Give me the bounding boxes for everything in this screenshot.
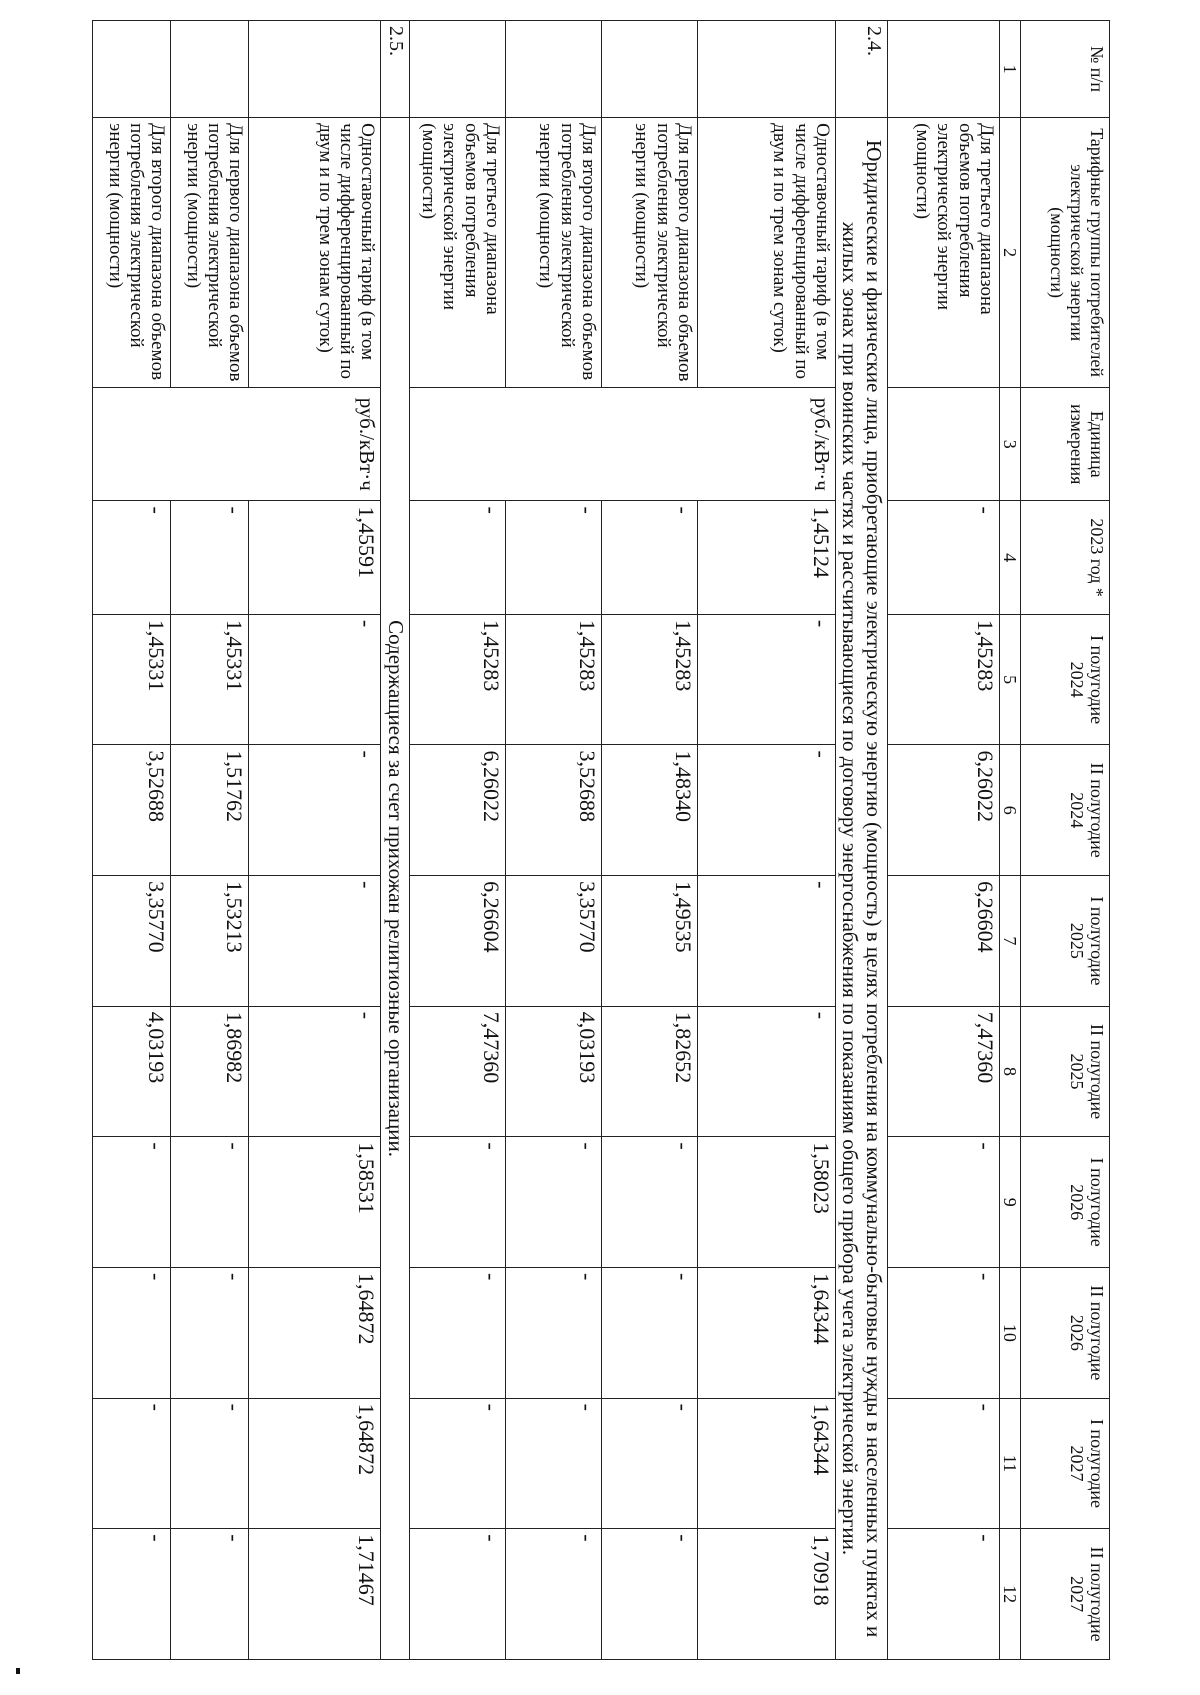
- value-cell: -: [505, 1137, 601, 1268]
- value-cell: 1,58023: [697, 1137, 835, 1268]
- value-cell: 1,49535: [601, 876, 697, 1007]
- column-number-row: [999, 21, 1020, 1660]
- col-number: 2: [999, 118, 1020, 388]
- value-cell: -: [505, 1529, 601, 1660]
- table-row: [93, 21, 171, 1660]
- header-row: [1021, 21, 1110, 1660]
- value-cell: -: [505, 1398, 601, 1529]
- value-cell: -: [505, 1268, 601, 1399]
- value-cell: 1,82652: [601, 1006, 697, 1137]
- value-cell: -: [409, 1137, 505, 1268]
- value-cell: 3,35770: [93, 876, 171, 1007]
- row-unit-empty: [887, 388, 999, 501]
- value-cell: -: [249, 876, 381, 1007]
- value-cell: -: [409, 501, 505, 614]
- row-num-empty: [249, 21, 381, 118]
- value-cell: -: [171, 1529, 249, 1660]
- value-cell: 1,45331: [93, 614, 171, 745]
- value-cell: 3,35770: [505, 876, 601, 1007]
- value-cell: -: [697, 745, 835, 876]
- value-cell: 1,64872: [249, 1268, 381, 1399]
- value-cell: 6,26604: [409, 876, 505, 1007]
- col-number: 5: [999, 614, 1020, 745]
- col-number: 8: [999, 1006, 1020, 1137]
- col-number: 9: [999, 1137, 1020, 1268]
- value-cell: -: [505, 501, 601, 614]
- section-row: [381, 21, 410, 1660]
- row-label: Для третьего диапазона объемов потребления электрической энергии (мощности): [409, 118, 505, 388]
- section-number: 2.4.: [835, 21, 887, 118]
- value-cell: 1,71467: [249, 1529, 381, 1660]
- col-number: 1: [999, 21, 1020, 118]
- row-num-empty: [697, 21, 835, 118]
- header-2024-2: II полугодие 2024: [1021, 745, 1110, 876]
- unit-cell: руб./кВт·ч: [93, 388, 381, 501]
- unit-cell: руб./кВт·ч: [409, 388, 835, 501]
- value-cell: 1,45283: [601, 614, 697, 745]
- value-cell: 6,26022: [887, 745, 999, 876]
- row-label: Для третьего диапазона объемов потребления электрической энергии (мощности): [887, 118, 999, 388]
- value-cell: 7,47360: [887, 1006, 999, 1137]
- value-cell: -: [93, 1398, 171, 1529]
- row-label: Для первого диапазона объемов потребления электрической энергии (мощности): [601, 118, 697, 388]
- section-row: [835, 21, 887, 1660]
- value-cell: 1,45331: [171, 614, 249, 745]
- table-row: [505, 21, 601, 1660]
- header-2025-2: II полугодие 2025: [1021, 1006, 1110, 1137]
- header-num: № п/п: [1021, 21, 1110, 118]
- row-label: Одноставочный тариф (в том числе дифференцированный по двум и по трем зонам суток): [249, 118, 381, 388]
- value-cell: 1,53213: [171, 876, 249, 1007]
- value-cell: -: [887, 1137, 999, 1268]
- row-num-empty: [887, 21, 999, 118]
- value-cell: -: [249, 614, 381, 745]
- table-row: [887, 21, 999, 1660]
- value-cell: 1,45283: [409, 614, 505, 745]
- value-cell: 4,03193: [93, 1006, 171, 1137]
- value-cell: 1,64344: [697, 1398, 835, 1529]
- value-cell: 1,45283: [505, 614, 601, 745]
- table-row: [697, 21, 835, 1660]
- row-label: Для первого диапазона объемов потребления электрической энергии (мощности): [171, 118, 249, 388]
- value-cell: -: [409, 1268, 505, 1399]
- value-cell: -: [93, 1529, 171, 1660]
- value-cell: -: [601, 1137, 697, 1268]
- value-cell: -: [409, 1529, 505, 1660]
- value-cell: 3,52688: [93, 745, 171, 876]
- value-cell: -: [249, 745, 381, 876]
- row-num-empty: [171, 21, 249, 118]
- value-cell: 1,64344: [697, 1268, 835, 1399]
- col-number: 7: [999, 876, 1020, 1007]
- section-number: 2.5.: [381, 21, 410, 118]
- row-num-empty: [601, 21, 697, 118]
- value-cell: 1,45283: [887, 614, 999, 745]
- value-cell: -: [171, 1268, 249, 1399]
- col-number: 6: [999, 745, 1020, 876]
- col-number: 3: [999, 388, 1020, 501]
- header-2027-1: I полугодие 2027: [1021, 1398, 1110, 1529]
- row-label: Для второго диапазона объемов потребления электрической энергии (мощности): [505, 118, 601, 388]
- value-cell: 1,48340: [601, 745, 697, 876]
- header-unit: Единица измерения: [1021, 388, 1110, 501]
- value-cell: -: [93, 1137, 171, 1268]
- col-number: 10: [999, 1268, 1020, 1399]
- value-cell: -: [171, 501, 249, 614]
- value-cell: 6,26022: [409, 745, 505, 876]
- table-row: [409, 21, 505, 1660]
- col-number: 11: [999, 1398, 1020, 1529]
- value-cell: 1,64872: [249, 1398, 381, 1529]
- row-label: Одноставочный тариф (в том числе дифференцированный по двум и по трем зонам суток): [697, 118, 835, 388]
- value-cell: -: [601, 1529, 697, 1660]
- value-cell: 4,03193: [505, 1006, 601, 1137]
- value-cell: -: [887, 1398, 999, 1529]
- header-2023: 2023 год *: [1021, 501, 1110, 614]
- value-cell: 6,26604: [887, 876, 999, 1007]
- row-num-empty: [93, 21, 171, 118]
- value-cell: -: [887, 1529, 999, 1660]
- row-num-empty: [409, 21, 505, 118]
- header-group: Тарифные группы потребителей электрической энергии (мощности): [1021, 118, 1110, 388]
- value-cell: -: [93, 1268, 171, 1399]
- header-2027-2: II полугодие 2027: [1021, 1529, 1110, 1660]
- value-cell: -: [93, 501, 171, 614]
- header-2024-1: I полугодие 2024: [1021, 614, 1110, 745]
- value-cell: -: [601, 501, 697, 614]
- header-2026-1: I полугодие 2026: [1021, 1137, 1110, 1268]
- value-cell: -: [171, 1398, 249, 1529]
- table-row: [601, 21, 697, 1660]
- col-number: 12: [999, 1529, 1020, 1660]
- value-cell: 1,58531: [249, 1137, 381, 1268]
- col-number: 4: [999, 501, 1020, 614]
- value-cell: -: [697, 1006, 835, 1137]
- value-cell: 1,70918: [697, 1529, 835, 1660]
- header-2026-2: II полугодие 2026: [1021, 1268, 1110, 1399]
- scan-mark: [16, 1668, 20, 1674]
- table-row: [249, 21, 381, 1660]
- table-row: [171, 21, 249, 1660]
- section-title: Содержащиеся за счет прихожан религиозные организации.: [381, 118, 410, 1660]
- value-cell: 1,86982: [171, 1006, 249, 1137]
- header-2025-1: I полугодие 2025: [1021, 876, 1110, 1007]
- value-cell: 1,45124: [697, 501, 835, 614]
- value-cell: -: [249, 1006, 381, 1137]
- value-cell: -: [171, 1137, 249, 1268]
- value-cell: 1,51762: [171, 745, 249, 876]
- value-cell: 7,47360: [409, 1006, 505, 1137]
- value-cell: 3,52688: [505, 745, 601, 876]
- value-cell: 1,45591: [249, 501, 381, 614]
- section-title: Юридические и физические лица, приобретающие электрическую энергию (мощность) в целях потребления на коммунально-бытовые нужды в населенных пунктах и жилых зонах при воинских частях и рассчитывающиеся по договору энергоснабжения по показаниям общего прибора учета электрической энергии.: [835, 118, 887, 1660]
- row-label: Для второго диапазона объемов потребления электрической энергии (мощности): [93, 118, 171, 388]
- value-cell: -: [601, 1398, 697, 1529]
- value-cell: -: [697, 614, 835, 745]
- tariff-table: [92, 20, 1110, 1660]
- value-cell: -: [601, 1268, 697, 1399]
- value-cell: -: [697, 876, 835, 1007]
- value-cell: -: [887, 501, 999, 614]
- value-cell: -: [409, 1398, 505, 1529]
- row-num-empty: [505, 21, 601, 118]
- value-cell: -: [887, 1268, 999, 1399]
